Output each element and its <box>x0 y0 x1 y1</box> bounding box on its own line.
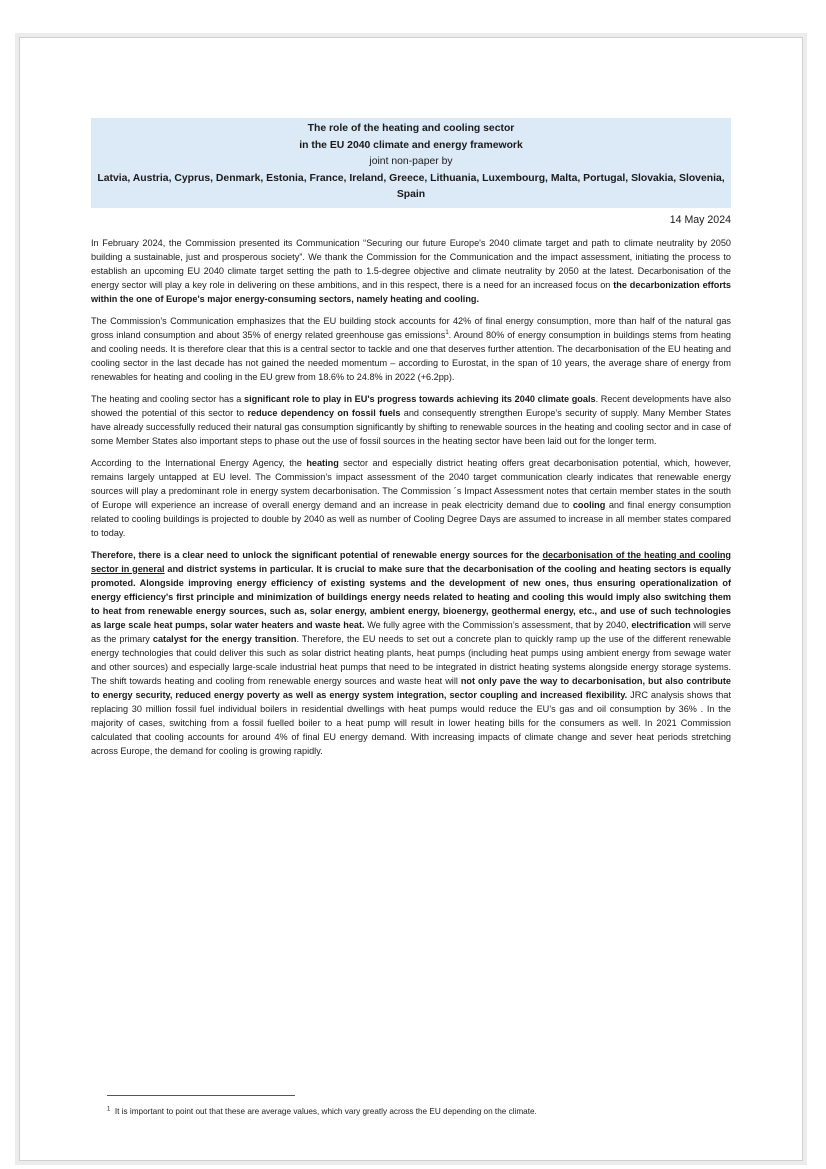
p5-bold-e: electrification <box>631 619 691 630</box>
document-title-line2: in the EU 2040 climate and energy framework <box>299 139 523 151</box>
country-list: Latvia, Austria, Cyprus, Denmark, Estonia, France, Ireland, Greece, Lithuania, Luxembourg, Malta, Portugal, Slovakia, Slovenia, Spain <box>97 172 725 200</box>
p5-bold-i: not only pave the way to decarbonisation, but also contribute to energy security, reduced energy poverty as well as energy system integration, sector coupling and increased flexibility. <box>91 675 731 700</box>
footnote-ref[interactable]: 1 <box>445 329 449 336</box>
footnote-text: It is important to point out that these are average values, which vary greatly across the EU depending on the climate. <box>114 1107 537 1116</box>
p5-bold-c: and district systems in particular. It is crucial to make sure that the decarbonisation of the cooling and heating sectors is equally promoted. Alongside improving energy efficiency of existing systems and the development of new ones, thus ensuring operationalization of energy efficiency's first principle and minimization of buildings energy needs related to heating and cooling this would imply also switching them to heat from renewable energy sources, such as, solar energy, ambient energy, bioenergy, geothermal energy, etc., and use of such technologies as large scale heat pumps, solar water heaters and waste heat. <box>91 563 731 630</box>
footnote <box>107 1106 737 1117</box>
p1-bold: the decarbonization efforts within the one of Europe's major energy-consuming sectors, namely heating and cooling. <box>91 279 731 304</box>
p3-text-e: and consequently strengthen Europe’s security of supply. Many Member States have already successfully reduced their natural gas consumption significantly by shifting to renewable sources in the heating and cooling sector and in case of some Member States also important steps to phase out the use of fossil sources in the heating sector have been laid out for the longer term. <box>91 407 731 446</box>
paragraph-2 <box>91 314 731 384</box>
p5-bold-underlined: decarbonisation of the heating and cooling sector in general <box>91 549 731 574</box>
p5-bold-g: catalyst for the energy transition <box>152 633 297 644</box>
paragraph-4 <box>91 456 731 540</box>
p3-bold-a: significant role to play in EU's progress towards achieving its 2040 climate goals <box>244 393 596 404</box>
p2-text-a: The Commission’s Communication emphasizes that the EU building stock accounts for 42% of final energy consumption, more than half of the natural gas gross inland consumption and about 35% of energy related greenhouse gas emissions <box>91 315 731 340</box>
p4-bold-b: cooling <box>572 499 606 510</box>
document-body <box>91 118 731 758</box>
paragraph-1 <box>91 236 731 306</box>
p2-text-b: . Around 80% of energy consumption in buildings stems from heating and cooling needs. It is therefore clear that this is a central sector to tackle and one that deserves further attention. The decarbonisation of the EU heating and cooling sector in the last decade has not gained the needed momentum – according to Eurostat, in the span of 10 years, the average share of energy from renewables for heating and cooling in the EU grew from 18.6% to 24.8% in 2022 (+6.2pp). <box>91 329 731 382</box>
p4-text-c: sector and especially district heating offers great decarbonisation potential, which, however, remains largely untapped at EU level. The Commission’s impact assessment of the 2040 target communication clearly indicates that renewable energy sources will play a predominant role in energy system decarbonisation. The Commission ´s Impact Assessment notes that certain member states in the south of Europe will experience an increase of overall energy demand and an increase in peak electricity demand due to <box>91 457 731 510</box>
paragraph-3 <box>91 392 731 448</box>
document-date: 14 May 2024 <box>669 213 731 226</box>
p5-bold-a: Therefore, there is a clear need to unlock the significant potential of renewable energy sources for the <box>91 549 543 560</box>
footnote-separator <box>107 1095 295 1096</box>
p3-bold-b: reduce dependency on fossil fuels <box>247 407 401 418</box>
document-subtitle: joint non-paper by <box>369 156 453 167</box>
p5-text-h: . Therefore, the EU needs to set out a concrete plan to quickly ramp up the use of the different renewable energy technologies that could deliver this such as solar district heating plants, heat pumps (including heat pumps using ambient energy from sewage water and other sources) and especially large-scale industrial heat pumps that need to be integrated in district heating systems alongside energy storage systems. The shift towards heating and cooling from renewable energy sources and waste heat will <box>91 633 731 686</box>
p5-text-d: We fully agree with the Commission’s assessment, that by 2040, <box>364 619 632 630</box>
p4-bold-a: heating <box>306 457 339 468</box>
p3-text-c: . Recent developments have also showed the potential of this sector to <box>91 393 731 418</box>
p1-text: In February 2024, the Commission presented its Communication “Securing our future Europe's 2040 climate target and path to climate neutrality by 2050 building a sustainable, just and prosperous society”. We thank the Commission for the Communication and the impact assessment, initiating the process to establish an upcoming EU 2040 climate target setting the path to 1.5-degree objective and climate neutrality by 2050 at the latest. Decarbonisation of the energy sector will play a key role in delivering on these ambitions, and in this respect, there is a need for an increased focus on <box>91 237 731 290</box>
paragraph-5 <box>91 548 731 758</box>
document-title-line1: The role of the heating and cooling sector <box>307 123 515 134</box>
p4-text-a: According to the International Energy Agency, the <box>91 457 307 468</box>
footnote-marker: 1 <box>107 1106 111 1113</box>
p5-text-j: JRC analysis shows that replacing 30 million fossil fuel individual boilers in residential dwellings with heat pumps would reduce the EU’s gas and oil consumption by 36% . In the majority of cases, switching from a fossil fuelled boiler to a heat pump will result in lower heating bills for the consumers as well. In 2021 Commission calculated that cooling accounts for around 4% of final EU energy demand. With increasing impacts of climate change and sever heat periods stretching across Europe, the demand for cooling is growing rapidly. <box>91 689 731 756</box>
p5-text-f: will serve as the primary <box>91 619 731 644</box>
p3-text-a: The heating and cooling sector has a <box>91 393 245 404</box>
title-box <box>91 118 731 208</box>
p4-text-e: and final energy consumption related to cooling buildings is projected to double by 2040 as well as number of Cooling Degree Days are assumed to increase in all member states compared to today. <box>91 499 731 538</box>
